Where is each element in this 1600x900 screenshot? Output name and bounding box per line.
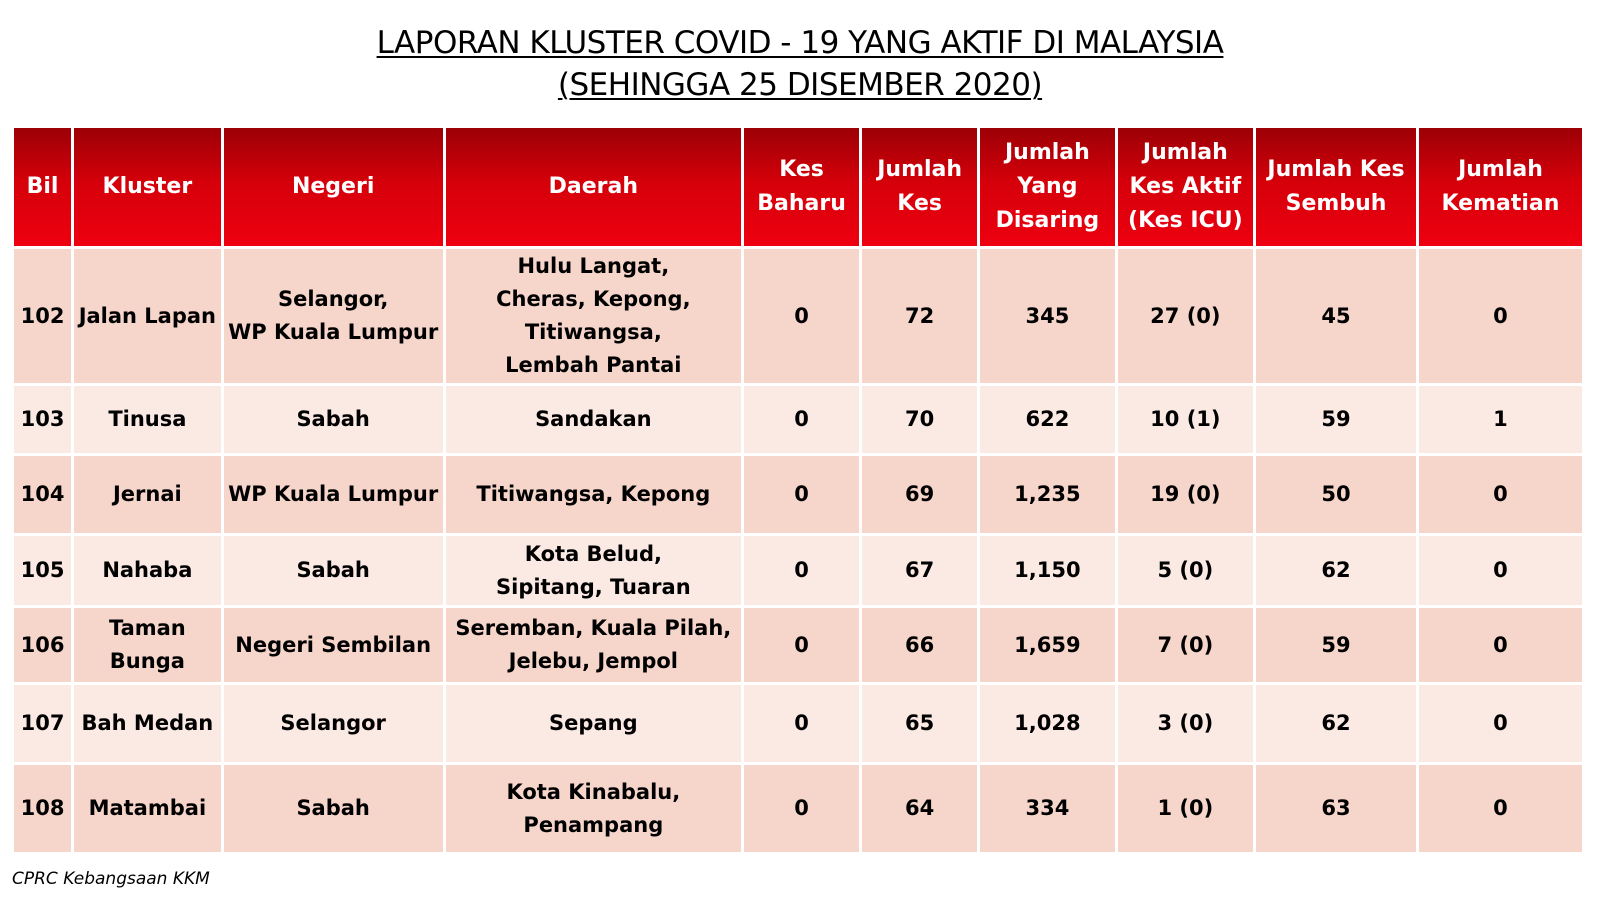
- cell-jumlah-kes: 64: [862, 765, 977, 852]
- cell-kes-baharu: 0: [744, 536, 859, 605]
- cell-kes-baharu: 0: [744, 386, 859, 453]
- cell-kes-baharu: 0: [744, 249, 859, 383]
- cluster-table: [11, 125, 1585, 855]
- cell-kluster: Nahaba: [74, 536, 221, 605]
- cell-bil: 107: [14, 685, 71, 762]
- cell-disaring: 622: [980, 386, 1114, 453]
- cell-daerah: Hulu Langat, Cheras, Kepong, Titiwangsa, Lembah Pantai: [446, 249, 741, 383]
- cell-bil: 102: [14, 249, 71, 383]
- source-footer: CPRC Kebangsaan KKM: [12, 869, 210, 889]
- cell-kluster: Tinusa: [74, 386, 221, 453]
- cell-daerah: Sandakan: [446, 386, 741, 453]
- cell-kematian: 0: [1419, 536, 1582, 605]
- cell-kematian: 0: [1419, 249, 1582, 383]
- cell-jumlah-kes: 66: [862, 608, 977, 682]
- cell-aktif-icu: 27 (0): [1118, 249, 1253, 383]
- cell-kluster: Taman Bunga: [74, 608, 221, 682]
- header-kematian: Jumlah Kematian: [1419, 128, 1582, 246]
- cell-kes-baharu: 0: [744, 608, 859, 682]
- cell-kematian: 0: [1419, 685, 1582, 762]
- header-daerah: Daerah: [446, 128, 741, 246]
- cell-bil: 108: [14, 765, 71, 852]
- cell-aktif-icu: 10 (1): [1118, 386, 1253, 453]
- cell-kluster: Bah Medan: [74, 685, 221, 762]
- table-row: [14, 608, 1582, 682]
- cell-sembuh: 45: [1256, 249, 1416, 383]
- cell-disaring: 345: [980, 249, 1114, 383]
- cell-negeri: Selangor: [224, 685, 443, 762]
- cell-negeri: Selangor, WP Kuala Lumpur: [224, 249, 443, 383]
- report-title-line-2: (SEHINGGA 25 DISEMBER 2020): [557, 67, 1043, 103]
- cell-disaring: 1,659: [980, 608, 1114, 682]
- cell-aktif-icu: 5 (0): [1118, 536, 1253, 605]
- cell-bil: 105: [14, 536, 71, 605]
- cell-kematian: 0: [1419, 608, 1582, 682]
- cell-jumlah-kes: 72: [862, 249, 977, 383]
- header-kes-aktif-icu: Jumlah Kes Aktif (Kes ICU): [1118, 128, 1253, 246]
- cell-kes-baharu: 0: [744, 765, 859, 852]
- cell-sembuh: 59: [1256, 608, 1416, 682]
- cell-daerah: Titiwangsa, Kepong: [446, 456, 741, 533]
- table-row: [14, 536, 1582, 605]
- cell-kluster: Jalan Lapan: [74, 249, 221, 383]
- cell-sembuh: 63: [1256, 765, 1416, 852]
- cell-kematian: 0: [1419, 765, 1582, 852]
- cell-daerah: Seremban, Kuala Pilah, Jelebu, Jempol: [446, 608, 741, 682]
- cell-kes-baharu: 0: [744, 456, 859, 533]
- cell-bil: 104: [14, 456, 71, 533]
- cell-aktif-icu: 3 (0): [1118, 685, 1253, 762]
- cell-jumlah-kes: 70: [862, 386, 977, 453]
- cell-daerah: Sepang: [446, 685, 741, 762]
- cell-kematian: 1: [1419, 386, 1582, 453]
- header-jumlah-disaring: Jumlah Yang Disaring: [980, 128, 1114, 246]
- cell-negeri: Negeri Sembilan: [224, 608, 443, 682]
- cell-bil: 103: [14, 386, 71, 453]
- cell-jumlah-kes: 69: [862, 456, 977, 533]
- table-row: [14, 249, 1582, 383]
- cell-negeri: Sabah: [224, 536, 443, 605]
- cell-sembuh: 59: [1256, 386, 1416, 453]
- cell-daerah: Kota Kinabalu, Penampang: [446, 765, 741, 852]
- cell-jumlah-kes: 65: [862, 685, 977, 762]
- cell-negeri: WP Kuala Lumpur: [224, 456, 443, 533]
- cell-aktif-icu: 19 (0): [1118, 456, 1253, 533]
- table-row: [14, 685, 1582, 762]
- header-jumlah-kes: Jumlah Kes: [862, 128, 977, 246]
- header-kes-baharu: Kes Baharu: [744, 128, 859, 246]
- table-row: [14, 456, 1582, 533]
- cell-disaring: 1,028: [980, 685, 1114, 762]
- table-row: [14, 765, 1582, 852]
- header-kluster: Kluster: [74, 128, 221, 246]
- cell-disaring: 1,235: [980, 456, 1114, 533]
- cell-daerah: Kota Belud, Sipitang, Tuaran: [446, 536, 741, 605]
- cell-aktif-icu: 7 (0): [1118, 608, 1253, 682]
- cell-bil: 106: [14, 608, 71, 682]
- cell-kluster: Matambai: [74, 765, 221, 852]
- report-title-line-1: LAPORAN KLUSTER COVID - 19 YANG AKTIF DI MALAYSIA: [376, 25, 1224, 61]
- cell-sembuh: 62: [1256, 536, 1416, 605]
- cell-aktif-icu: 1 (0): [1118, 765, 1253, 852]
- cell-negeri: Sabah: [224, 386, 443, 453]
- header-kes-sembuh: Jumlah Kes Sembuh: [1256, 128, 1416, 246]
- table-row: [14, 386, 1582, 453]
- cell-jumlah-kes: 67: [862, 536, 977, 605]
- report-title: [0, 22, 1600, 106]
- table-header-row: [14, 128, 1582, 246]
- cell-negeri: Sabah: [224, 765, 443, 852]
- cell-kes-baharu: 0: [744, 685, 859, 762]
- header-negeri: Negeri: [224, 128, 443, 246]
- cell-sembuh: 62: [1256, 685, 1416, 762]
- cell-disaring: 334: [980, 765, 1114, 852]
- cell-kluster: Jernai: [74, 456, 221, 533]
- cell-kematian: 0: [1419, 456, 1582, 533]
- header-bil: Bil: [14, 128, 71, 246]
- cell-disaring: 1,150: [980, 536, 1114, 605]
- cell-sembuh: 50: [1256, 456, 1416, 533]
